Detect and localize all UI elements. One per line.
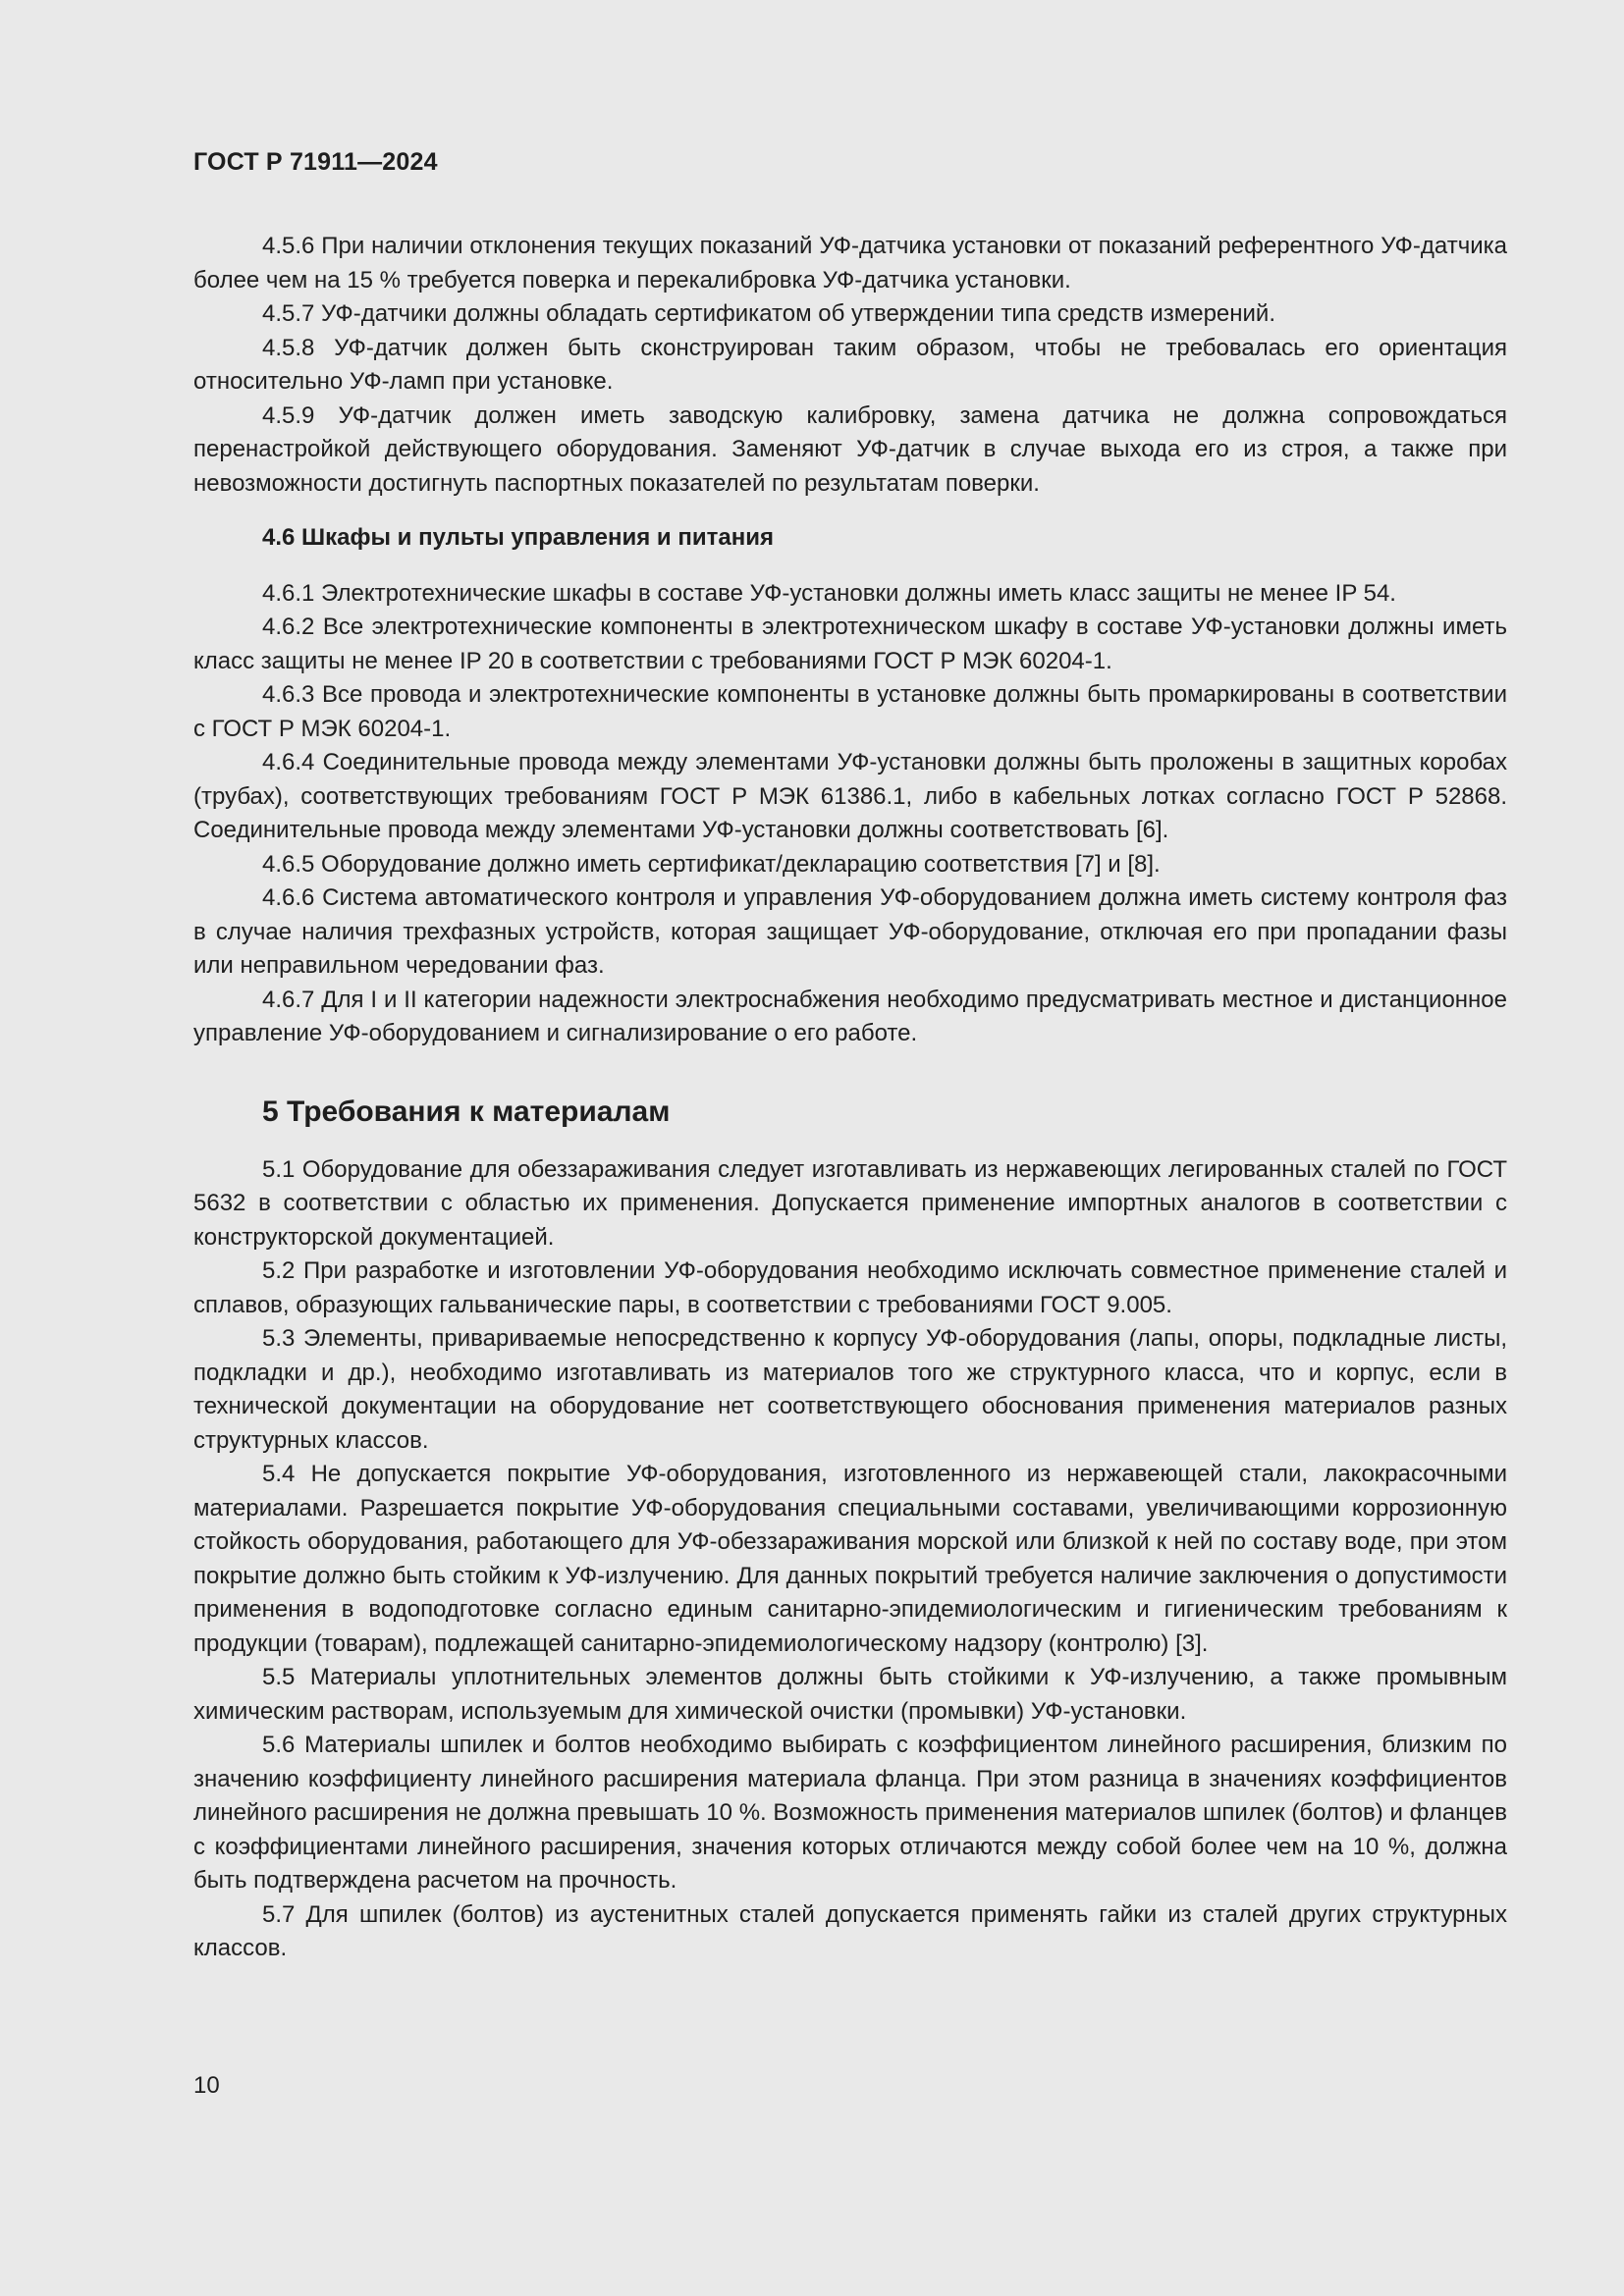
paragraph-4-6-5: 4.6.5 Оборудование должно иметь сертификат/декларацию соответствия [7] и [8]. bbox=[262, 850, 1161, 878]
subsection-title-4-6: 4.6 Шкафы и пульты управления и питания bbox=[262, 524, 774, 551]
paragraph-4-6-6: 4.6.6 Система автоматического контроля и управления УФ-оборудованием должна иметь систему контроля фаз в случае наличия трехфазных устройств, которая защищает УФ-оборудование, отключая его при пропадании фазы или неправильном чередовании фаз. bbox=[193, 884, 1507, 979]
paragraph-5-2: 5.2 При разработке и изготовлении УФ-оборудования необходимо исключать совместное применение сталей и сплавов, образующих гальванические пары, в соответствии с требованиями ГОСТ 9.005. bbox=[193, 1257, 1507, 1318]
paragraph-5-7: 5.7 Для шпилек (болтов) из аустенитных сталей допускается применять гайки из сталей других структурных классов. bbox=[193, 1900, 1507, 1961]
standard-designation: ГОСТ Р 71911—2024 bbox=[193, 148, 438, 176]
paragraph-5-3: 5.3 Элементы, привариваемые непосредственно к корпусу УФ-оборудования (лапы, опоры, подкладные листы, подкладки и др.), необходимо изготавливать из материалов того же структурного класса, что и корпус, если в технической документации на оборудование нет соответствующего обоснования применения материалов разных структурных классов. bbox=[193, 1325, 1507, 1454]
paragraph-5-6: 5.6 Материалы шпилек и болтов необходимо выбирать с коэффициентом линейного расширения, близким по значению коэффициенту линейного расширения материала фланца. При этом разница в значениях коэффициентов линейного расширения не должна превышать 10 %. Возможность применения материалов шпилек (болтов) и фланцев с коэффициентами линейного расширения, значения которых отличаются между собой более чем на 10 %, должна быть подтверждена расчетом на прочность. bbox=[193, 1732, 1507, 1894]
paragraph-4-6-2: 4.6.2 Все электротехнические компоненты в электротехническом шкафу в составе УФ-установки должны иметь класс защиты не менее IP 20 в соответствии с требованиями ГОСТ Р МЭК 60204-1. bbox=[193, 614, 1507, 674]
paragraph-5-4: 5.4 Не допускается покрытие УФ-оборудования, изготовленного из нержавеющей стали, лакокрасочными материалами. Разрешается покрытие УФ-оборудования специальными составами, увеличивающими коррозионную стойкость оборудования, работающего для УФ-обеззараживания морской или близкой к ней по составу воде, при этом покрытие должно быть стойким к УФ-излучению. Для данных покрытий требуется наличие заключения о допустимости применения в водоподготовке согласно единым санитарно-эпидемиологическим и гигиеническим требованиям к продукции (товарам), подлежащей санитарно-эпидемиологическому надзору (контролю) [3]. bbox=[193, 1461, 1507, 1657]
document-page bbox=[193, 147, 1507, 1966]
paragraph-4-6-4: 4.6.4 Соединительные провода между элементами УФ-установки должны быть проложены в защитных коробах (трубах), соответствующих требованиям ГОСТ Р МЭК 61386.1, либо в кабельных лотках согласно ГОСТ Р 52868. Соединительные провода между элементами УФ-установки должны соответствовать [6]. bbox=[193, 749, 1507, 843]
paragraph-5-5: 5.5 Материалы уплотнительных элементов должны быть стойкими к УФ-излучению, а также промывным химическим растворам, используемым для химической очистки (промывки) УФ-установки. bbox=[193, 1664, 1507, 1725]
paragraph-4-5-7: 4.5.7 УФ-датчики должны обладать сертификатом об утверждении типа средств измерений. bbox=[262, 300, 1275, 327]
paragraph-5-1: 5.1 Оборудование для обеззараживания следует изготавливать из нержавеющих легированных сталей по ГОСТ 5632 в соответствии с областью их применения. Допускается применение импортных аналогов в соответствии с конструкторской документацией. bbox=[193, 1155, 1507, 1251]
page-number: 10 bbox=[193, 2072, 220, 2099]
paragraph-4-5-9: 4.5.9 УФ-датчик должен иметь заводскую калибровку, замена датчика не должна сопровождаться перенастройкой действующего оборудования. Заменяют УФ-датчик в случае выхода его из строя, а также при невозможности достигнуть паспортных показателей по результатам поверки. bbox=[193, 401, 1507, 497]
paragraph-4-6-7: 4.6.7 Для I и II категории надежности электроснабжения необходимо предусматривать местное и дистанционное управление УФ-оборудованием и сигнализирование о его работе. bbox=[193, 986, 1507, 1046]
paragraph-4-5-8: 4.5.8 УФ-датчик должен быть сконструирован таким образом, чтобы не требовалась его ориентация относительно УФ-ламп при установке. bbox=[193, 334, 1507, 395]
section-title-5: 5 Требования к материалам bbox=[262, 1095, 671, 1128]
paragraph-4-6-1: 4.6.1 Электротехнические шкафы в составе УФ-установки должны иметь класс защиты не менее IP 54. bbox=[262, 579, 1396, 607]
paragraph-4-5-6: 4.5.6 При наличии отклонения текущих показаний УФ-датчика установки от показаний референтного УФ-датчика более чем на 15 % требуется поверка и перекалибровка УФ-датчика установки. bbox=[193, 233, 1507, 294]
paragraph-4-6-3: 4.6.3 Все провода и электротехнические компоненты в установке должны быть промаркированы в соответствии с ГОСТ Р МЭК 60204-1. bbox=[193, 681, 1507, 742]
